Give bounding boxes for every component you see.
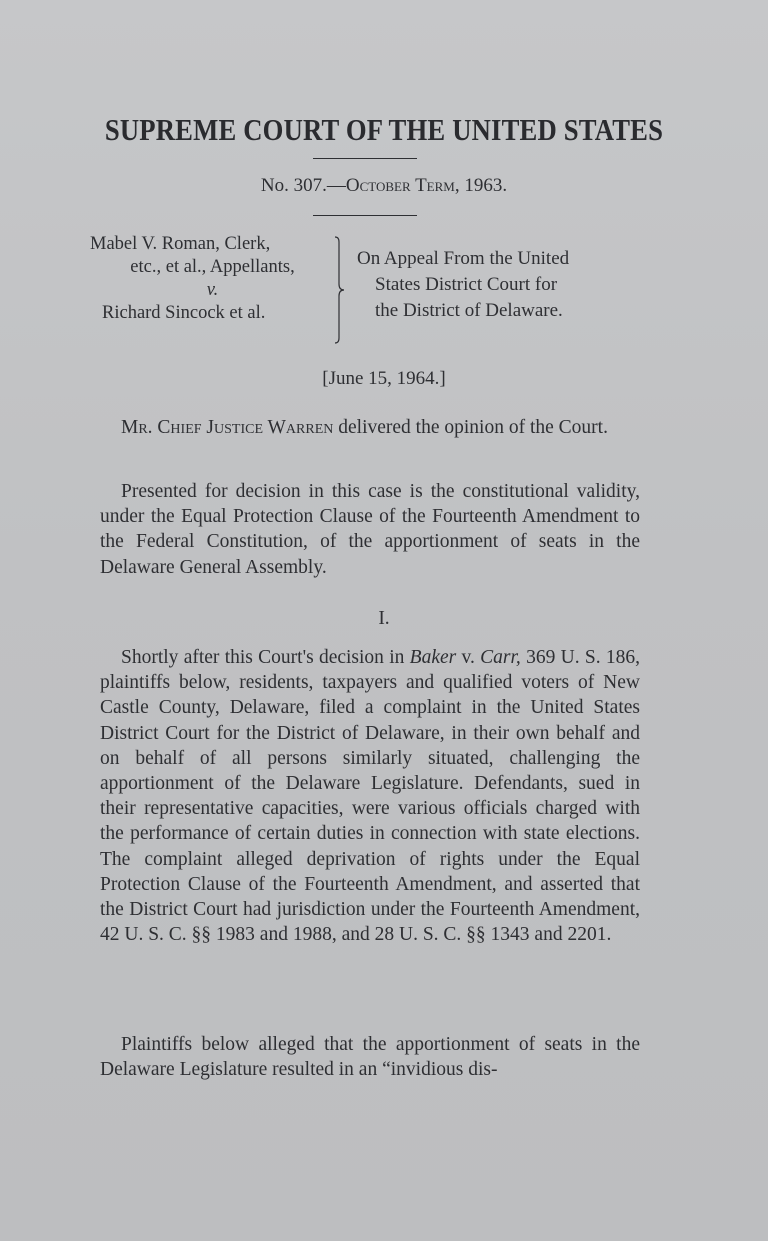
paragraph-text: Shortly after this Court's decision in [121, 647, 410, 668]
decision-date: [June 15, 1964.] [322, 368, 446, 389]
paragraph-presented: Presented for decision in this case is the constitutional validity, under the Equal Protection Clause of the Fourteenth Amendment to the Federal Constitution, of the apportionment of seats in the Delaware General Assembly. [100, 481, 640, 578]
opinion-intro [100, 415, 640, 440]
appeal-line: the District of Delaware. [375, 300, 563, 321]
docket-line [0, 175, 768, 197]
intro-text: delivered the opinion of the Court. [333, 417, 608, 438]
case-parties [90, 233, 335, 325]
paragraph-shortly [100, 645, 640, 947]
versus-label: v. [206, 280, 219, 300]
docket-year: 1963. [459, 175, 508, 196]
appeal-line: States District Court for [375, 274, 558, 295]
versus-text: v. [456, 647, 481, 668]
court-title: SUPREME COURT OF THE UNITED STATES [104, 112, 664, 147]
title-divider [313, 158, 417, 159]
docket-divider [313, 215, 417, 216]
case-name-carr: Carr, [480, 647, 521, 668]
docket-term: October Term, [345, 175, 460, 196]
section-number: I. [378, 608, 390, 629]
paragraph-text: 369 U. S. 186, plaintiffs below, residents, taxpayers and qualified voters of New Castle County, Delaware, filed a complaint in the United States District Court for the District of Delaware, in their own behalf and on behalf of all persons similarly situated, challenging the apportionment of the Delaware Legislature. Defendants, sued in their representative capacities, were various officials charged with the performance of certain duties in connection with state elections. The complaint alleged deprivation of rights under the Equal Protection Clause of the Fourteenth Amendment, and asserted that the District Court had jurisdiction under the Fourteenth Amendment, 42 U. S. C. §§ 1983 and 1988, and 28 U. S. C. §§ 1343 and 2201. [100, 647, 640, 946]
justice-name: Mr. Chief Justice Warren [121, 417, 334, 438]
case-name-baker: Baker [409, 647, 457, 668]
appeal-note [357, 246, 639, 324]
party-line: etc., et al., Appellants, [130, 257, 295, 277]
party-line: Mabel V. Roman, Clerk, [90, 234, 271, 254]
paragraph-plaintiffs: Plaintiffs below alleged that the apportionment of seats in the Delaware Legislature resulted in an “invidious dis- [100, 1034, 640, 1081]
party-line: Richard Sincock et al. [102, 303, 266, 323]
caption-brace [334, 236, 346, 344]
appeal-line: On Appeal From the United [357, 248, 570, 269]
docket-number: No. 307.— [260, 175, 346, 196]
